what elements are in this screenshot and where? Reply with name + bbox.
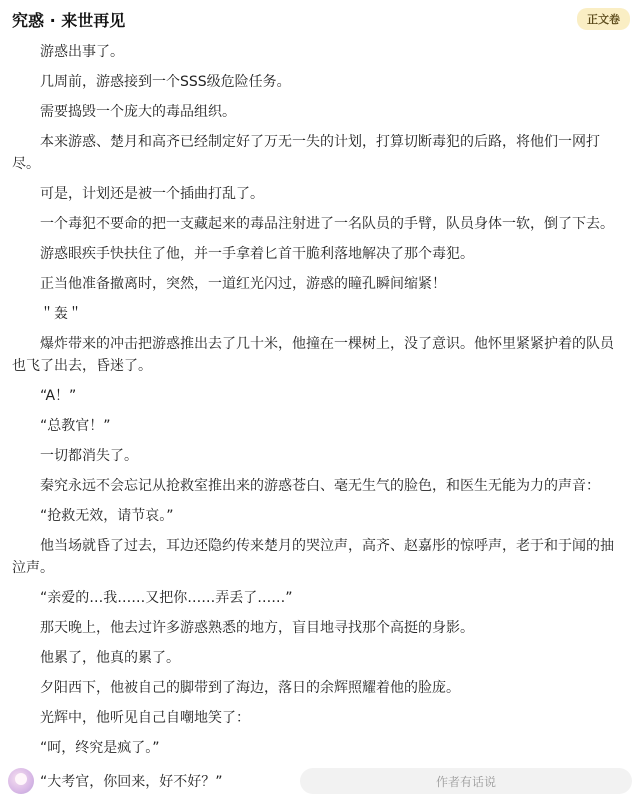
- paragraph: 一个毒犯不要命的把一支藏起来的毒品注射进了一名队员的手臂，队员身体一软，倒了下去。: [40, 216, 614, 232]
- volume-button[interactable]: 正文卷: [577, 8, 630, 30]
- avatar[interactable]: [8, 768, 34, 794]
- paragraph: 那天晚上，他去过许多游惑熟悉的地方，盲目地寻找那个高挺的身影。: [40, 620, 474, 636]
- paragraph: 几周前，游惑接到一个SSS级危险任务。: [40, 74, 291, 90]
- author-note-label: 作者有话说: [435, 774, 496, 789]
- paragraph: “总教官！”: [40, 418, 111, 434]
- paragraph: 他当场就昏了过去，耳边还隐约传来楚月的哭泣声，高齐、赵嘉彤的惊呼声，老于和于闻的抽泣声。: [12, 538, 614, 576]
- book-title: 究惑 · 来世再见: [12, 10, 126, 30]
- paragraph: 需要捣毁一个庞大的毒品组织。: [40, 104, 236, 120]
- paragraph: 他累了，他真的累了。: [40, 650, 180, 666]
- paragraph: 一切都消失了。: [40, 448, 138, 464]
- paragraph: 夕阳西下，他被自己的脚带到了海边，落日的余辉照耀着他的脸庞。: [40, 680, 460, 696]
- paragraph: 游惑出事了。: [40, 44, 124, 60]
- paragraph: 游惑眼疾手快扶住了他，并一手拿着匕首干脆利落地解决了那个毒犯。: [40, 246, 474, 262]
- paragraph: 光辉中，他听见自己自嘲地笑了：: [40, 710, 250, 726]
- paragraph: “呵，终究是疯了。”: [40, 740, 160, 756]
- chapter-content: [12, 38, 624, 758]
- paragraph: 正当他准备撤离时，突然，一道红光闪过，游惑的瞳孔瞬间缩紧！: [40, 276, 446, 292]
- paragraph: “A！”: [40, 388, 77, 404]
- paragraph: ＂轰＂: [40, 306, 82, 322]
- author-note-button[interactable]: [300, 768, 632, 794]
- paragraph: “亲爱的…我……又把你……弄丢了……”: [40, 590, 293, 606]
- paragraph: 爆炸带来的冲击把游惑推出去了几十米，他撞在一棵树上，没了意识。他怀里紧紧护着的队员也飞了出去，昏迷了。: [12, 336, 614, 374]
- paragraph: 秦究永远不会忘记从抢救室推出来的游惑苍白、毫无生气的脸色，和医生无能为力的声音：: [40, 478, 600, 494]
- reader-header: [0, 0, 640, 38]
- paragraph: 本来游惑、楚月和高齐已经制定好了万无一失的计划，打算切断毒犯的后路，将他们一网打尽。: [12, 134, 600, 172]
- footer-quote: “大考官，你回来，好不好？”: [40, 774, 223, 790]
- paragraph: “抢救无效，请节哀。”: [40, 508, 174, 524]
- reader-footer: [0, 762, 640, 800]
- paragraph: 可是，计划还是被一个插曲打乱了。: [40, 186, 264, 202]
